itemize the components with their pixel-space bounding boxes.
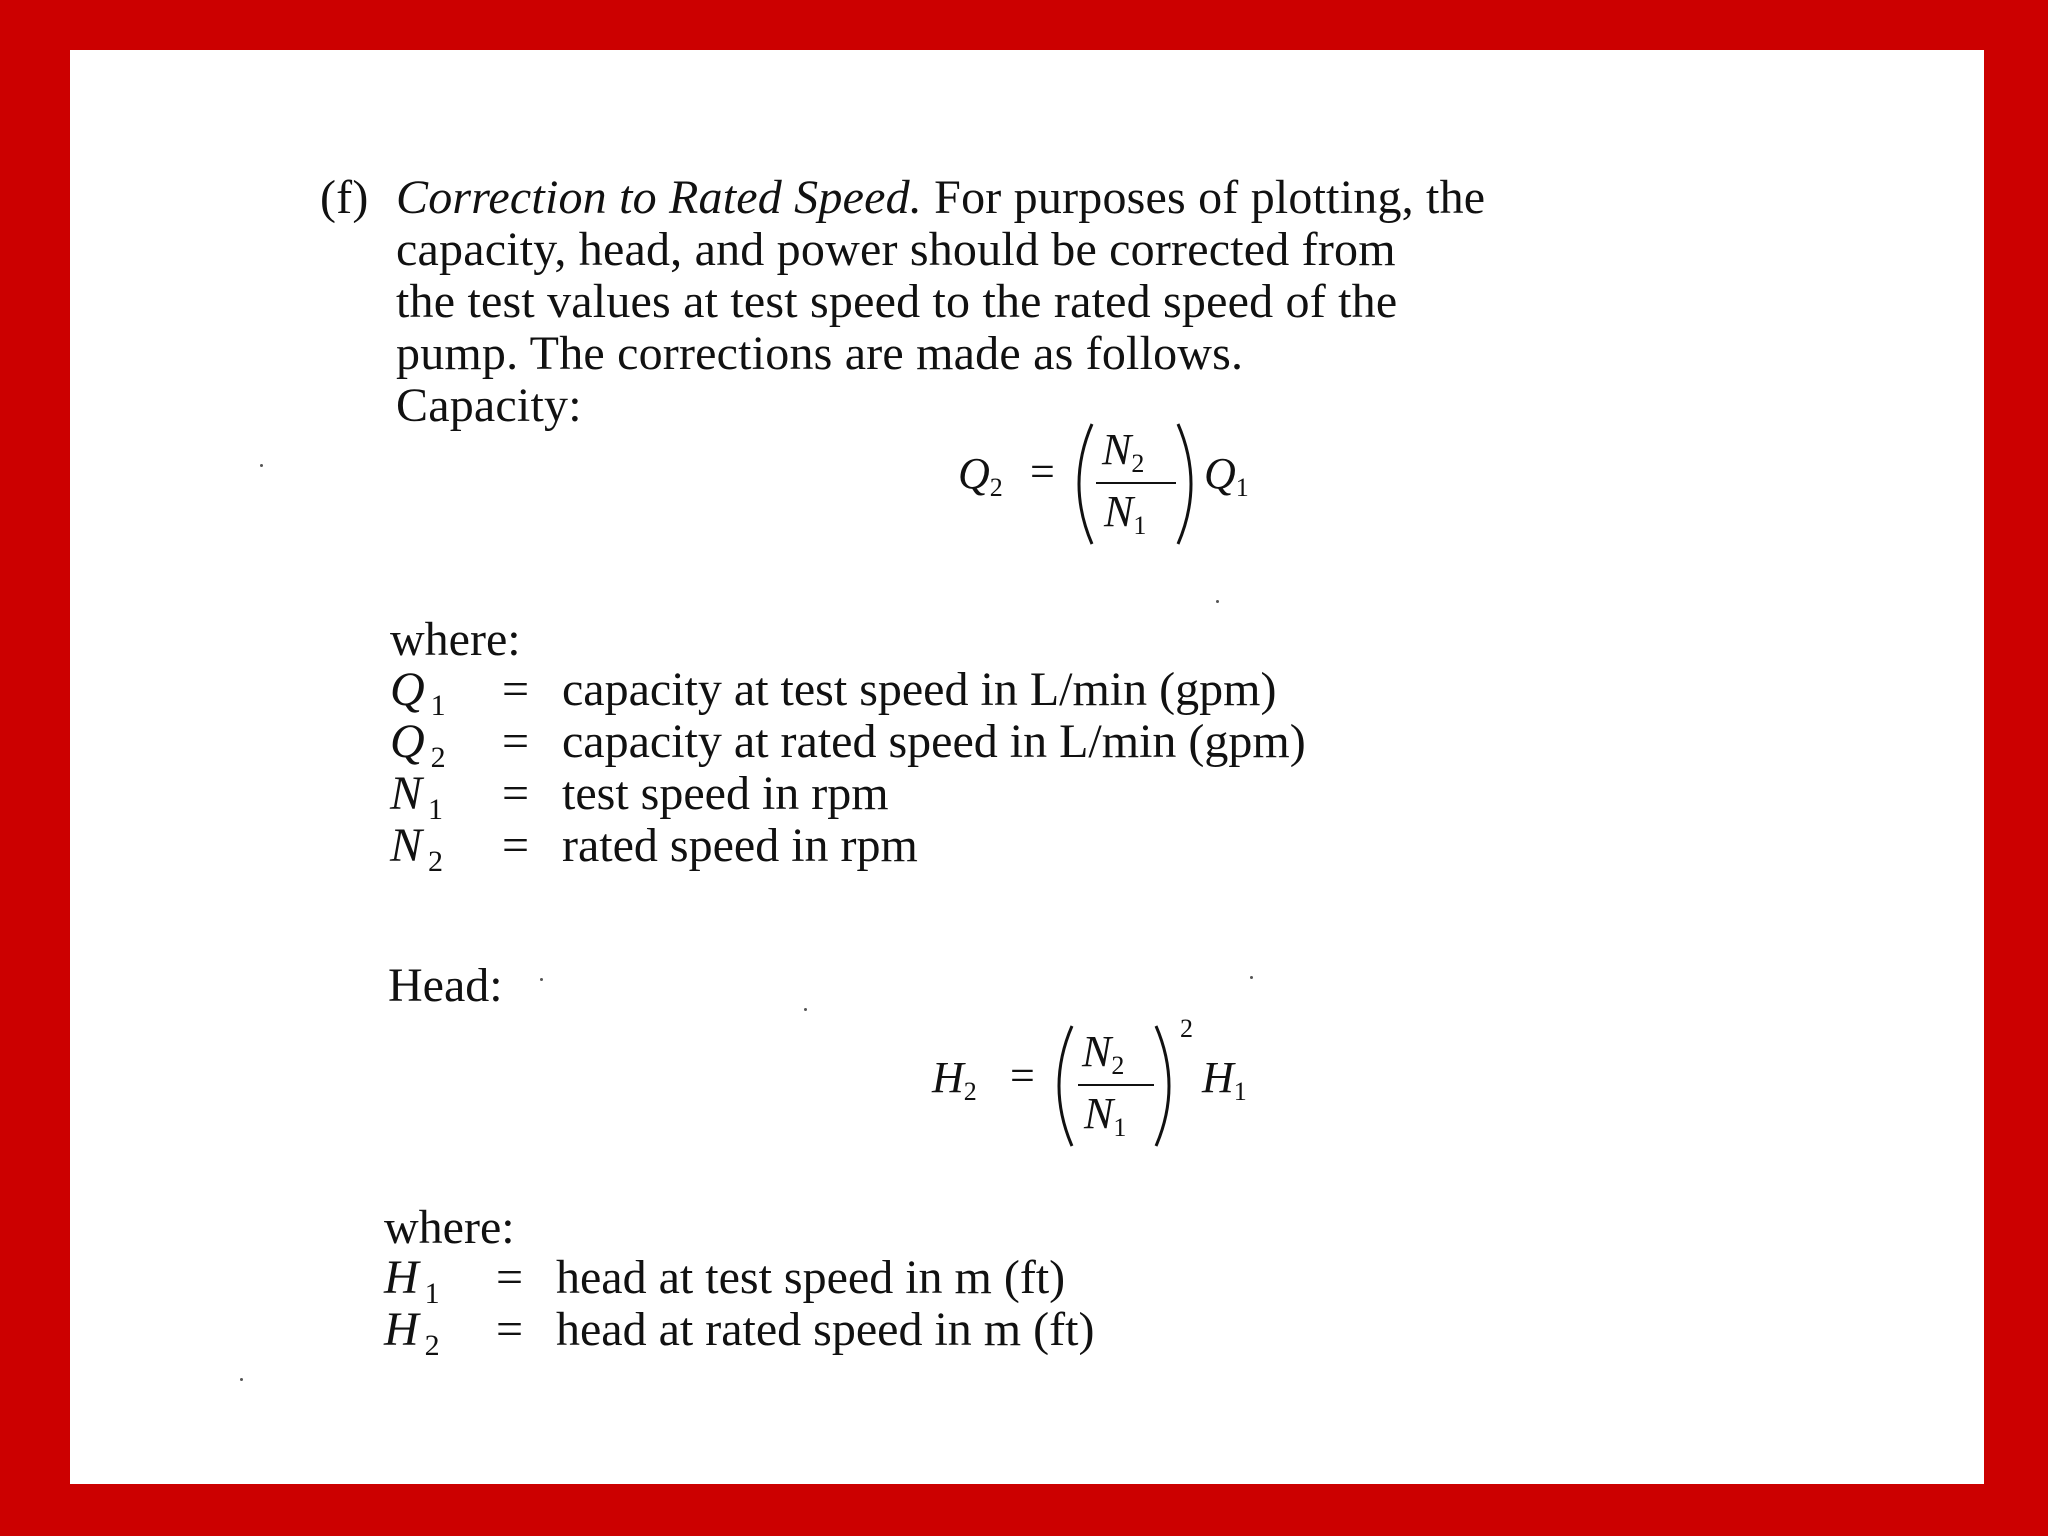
section-label: (f)	[320, 171, 369, 224]
formula-rhs: $Q_1$	[1204, 449, 1249, 502]
definition-equals: =	[496, 1303, 524, 1356]
definition-text: capacity at rated speed in L/min (gpm)	[562, 715, 1306, 768]
formula-equals: =	[1030, 447, 1055, 496]
definition-symbol: N $_1$	[390, 767, 444, 826]
formula-rhs: $H_1$	[1202, 1053, 1247, 1106]
formula-denominator: $N_1$	[1084, 1089, 1127, 1142]
left-paren	[1060, 420, 1100, 548]
definition-symbol: Q $_1$	[390, 663, 446, 722]
capacity-label: Capacity:	[396, 379, 582, 432]
definition-symbol: H $_2$	[384, 1303, 440, 1362]
definition-symbol: N $_2$	[390, 819, 444, 878]
formula-numerator: $N_2$	[1082, 1027, 1125, 1080]
definition-text: capacity at test speed in L/min (gpm)	[562, 663, 1277, 716]
formula-lhs: $H_2$	[932, 1053, 977, 1106]
scan-speck	[804, 1008, 807, 1011]
definition-symbol: H $_1$	[384, 1251, 440, 1310]
scan-speck	[1250, 976, 1253, 979]
scan-speck	[540, 978, 543, 981]
where-label: where:	[390, 613, 521, 666]
intro-line: the test values at test speed to the rated speed of the	[396, 275, 1398, 328]
definition-text: rated speed in rpm	[562, 819, 918, 872]
right-paren	[1170, 420, 1210, 548]
formula-denominator: $N_1$	[1104, 487, 1147, 540]
left-paren	[1040, 1022, 1080, 1150]
intro-line	[396, 172, 1485, 224]
definition-text: test speed in rpm	[562, 767, 889, 820]
intro-paragraph	[320, 171, 1486, 432]
formula-equals: =	[1010, 1051, 1035, 1100]
definition-equals: =	[496, 1251, 524, 1304]
definition-text: head at rated speed in m (ft)	[556, 1303, 1095, 1356]
right-paren	[1148, 1022, 1188, 1150]
definition-equals: =	[502, 663, 530, 716]
scan-speck	[1216, 600, 1219, 603]
scan-speck	[240, 1378, 243, 1381]
section-heading: Correction to Rated Speed.	[396, 171, 922, 224]
definition-equals: =	[502, 819, 530, 872]
formula-exponent: 2	[1180, 1014, 1193, 1043]
fraction-bar	[1078, 1084, 1154, 1086]
definition-symbol: Q $_2$	[390, 715, 446, 774]
intro-line: pump. The corrections are made as follows.	[396, 327, 1244, 380]
definition-equals: =	[502, 767, 530, 820]
document-page	[70, 50, 1984, 1484]
definition-text: head at test speed in m (ft)	[556, 1251, 1066, 1304]
formula-numerator: $N_2$	[1102, 425, 1145, 478]
intro-line: capacity, head, and power should be corrected from	[396, 223, 1396, 276]
head-label: Head:	[388, 959, 503, 1012]
fraction-bar	[1096, 482, 1176, 484]
intro-text: For purposes of plotting, the	[921, 171, 1486, 224]
scan-speck	[260, 464, 263, 467]
formula-lhs: $Q_2$	[958, 449, 1003, 502]
where-label: where:	[384, 1201, 515, 1254]
definition-equals: =	[502, 715, 530, 768]
